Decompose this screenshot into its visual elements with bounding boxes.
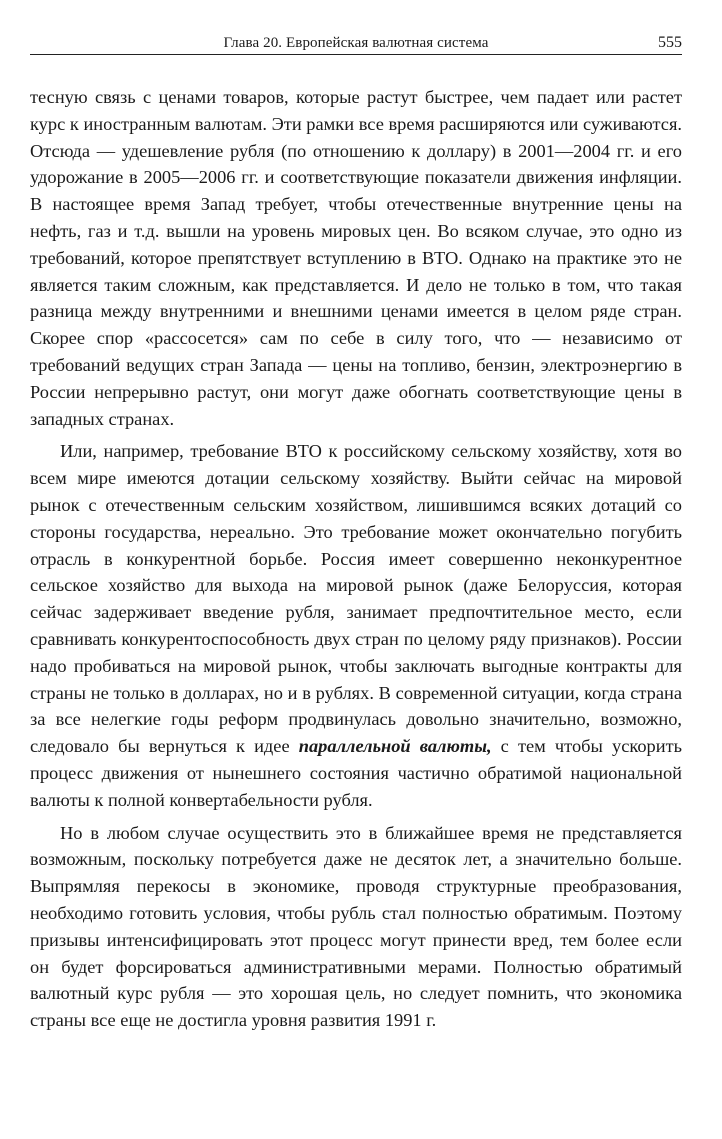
- running-head: [30, 32, 682, 55]
- paragraph-2-text-before: Или, например, требование ВТО к российскому сельскому хозяйству, хотя во всем мире имеются дотации сельскому хозяйству. Выйти сейчас на мировой рынок с отечественным сельским хозяйством, лишившимся всяких дотаций со стороны государства, нереально. Это требование может окончательно погубить отрасль в конкурентной борьбе. Россия имеет совершенно неконкурентное сельское хозяйство для выхода на мировой рынок (даже Белоруссия, которая сейчас задерживает введение рубля, занимает предпочтительное место, если сравнивать конкурентоспособность двух стран по целому ряду признаков). России надо пробиваться на мировой рынок, чтобы заключать выгодные контракты для страны не только в долларах, но и в рублях. В современной ситуации, когда страна за все нелегкие годы реформ продвинулась довольно значительно, возможно, следовало бы вернуться к идее: [30, 441, 682, 757]
- page-number: 555: [658, 34, 682, 51]
- paragraph-1: [30, 84, 682, 432]
- paragraph-2: [30, 438, 682, 813]
- chapter-title: Глава 20. Европейская валютная система: [223, 35, 489, 51]
- paragraph-2-text-after: с тем чтобы ускорить процесс движения от нынешнего состояния частично обратимой национальной валюты к полной конвертабельности рубля.: [30, 736, 683, 810]
- paragraph-3: [30, 820, 682, 1034]
- body-text: [30, 84, 682, 1040]
- paragraph-1-text: тесную связь с ценами товаров, которые растут быстрее, чем падает или растет курс к иностранным валютам. Эти рамки все время расширяются или суживаются. Отсюда — удешевление рубля (по отношению к доллару) в 2001—2004 гг. и его удорожание в 2005—2006 гг. и соответствующие показатели движения инфляции. В настоящее время Запад требует, чтобы отечественные внутренние цены на нефть, газ и т.д. вышли на уровень мировых цен. Во всяком случае, это одно из требований, которое препятствует вступлению в ВТО. Однако на практике это не является таким сложным, как представляется. И дело не только в том, что такая разница между внутренними и внешними ценами имеется в целом ряде стран. Скорее спор «рассосется» сам по себе в силу того, что — независимо от требований ведущих стран Запада — цены на топливо, бензин, электроэнергию в России непрерывно растут, они могут даже обогнать соответствующие цены в западных странах.: [30, 87, 682, 429]
- paragraph-3-text: Но в любом случае осуществить это в ближайшее время не представляется возможным, поскольку потребуется даже не десяток лет, а значительно больше. Выпрямляя перекосы в экономике, проводя структурные преобразования, необходимо готовить условия, чтобы рубль стал полностью обратимым. Поэтому призывы интенсифицировать этот процесс могут принести вред, тем более если он будет форсироваться административными мерами. Полностью обратимый валютный курс рубля — это хорошая цель, но следует помнить, что экономика страны все еще не достигла уровня развития 1991 г.: [30, 822, 682, 1031]
- paragraph-2-emphasis: параллельной валюты,: [298, 736, 492, 757]
